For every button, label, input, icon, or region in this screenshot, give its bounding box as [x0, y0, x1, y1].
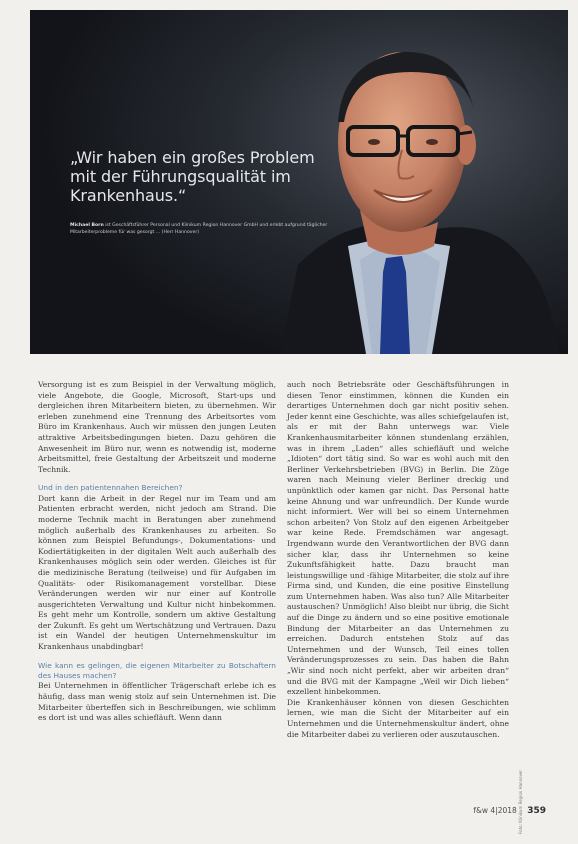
interview-question: Wie kann es gelingen, die eigenen Mitarbeiter zu Botschaftern des Hauses machen? — [38, 660, 276, 681]
photo-credit: Foto: Klinikum Region Hannover — [518, 769, 523, 834]
left-column — [38, 380, 276, 724]
page-number: 359 — [527, 806, 546, 816]
header-photo — [30, 10, 568, 354]
page-footer — [473, 806, 546, 816]
paragraph: Versorgung ist es zum Beispiel in der Verwaltung möglich, viele Angebote, die Google, Microsoft, Start-ups und dergleichen ihren Mitarbeitern bieten, zu übernehmen. Wir erleben zunehmend eine Trennung des Arbeitsortes vom Büro im Krankenhaus. Auch wir müssen den jungen Leuten attraktive Arbeitsbedingungen bieten. Dazu gehören die Anwesenheit im Büro nur, wenn es notwendig ist, moderne Arbeitsmittel, freie Gestaltung der Arbeitszeit und moderne Technik. — [38, 380, 276, 474]
caption-name: Michael Born — [70, 223, 104, 228]
paragraph: Dort kann die Arbeit in der Regel nur im Team und am Patienten erbracht werden, nicht jedoch am Strand. Die moderne Technik macht in Beratungen aber zunehmend möglich außerhalb des Krankenhauses zu arbeiten. So können zum Beispiel Befundungs-, Dokumentations- und Kodiertätigkeiten in der digitalen Welt auch außerhalb des Krankenhauses möglich sein oder werden. Gleiches ist für die medizinische Beratung (teilweise) und für Aufgaben im Qualitäts- oder Risikomanagement vorstellbar. Diese Veränderungen werden wir nur einer auf Kontrolle ausgerichteten Verwaltung und Kultur nicht hinbekommen. Es geht mehr um Kontrolle, sondern um aktive Gestaltung der Zukunft. Es geht um Wertschätzung und Vertrauen. Dazu ist ein Wandel der heutigen Unternehmenskultur im Krankenhaus unabdingbar! — [38, 493, 276, 652]
pull-quote: „Wir haben ein großes Problem mit der Führungsqualität im Krankenhaus.“ — [70, 148, 315, 205]
interview-question: Und in den patientennahen Bereichen? — [38, 483, 183, 493]
magazine-name: f&w 4|2018 — [473, 806, 517, 815]
caption-text: ist Geschäftsführer Personal und Klinikum Region Hannover GmbH und erlebt aufgrund täglicher Mitarbeiterprobleme für was gesorgt ... (Herr Hannover) — [70, 223, 328, 235]
paragraph: Die Krankenhäuser können von diesen Geschichten lernen, wie man die Sicht der Mitarbeiter auf ein Unternehmen und die Unternehmenskultur ändert, ohne die Mitarbeiter dabei zu verlieren oder auszutauschen. — [287, 697, 509, 739]
paragraph: Bei Unternehmen in öffentlicher Trägerschaft erlebe ich es häufig, dass man wenig stolz auf sein Unternehmen ist. Die Mitarbeiter überteffen sich in Beschreibungen, wie schlimm es dort ist und was alles schiefläuft. Wenn dann — [38, 681, 276, 723]
photo-caption — [70, 222, 340, 236]
right-column — [287, 380, 509, 740]
paragraph: auch noch Betriebsräte oder Geschäftsführungen in diesen Tenor einstimmen, können die Kunden ein derartiges Unternehmen doch gar nicht positiv sehen. Jeder kennt eine Geschichte, was alles schiefgelaufen ist, als er mit der Bahn unterwegs war. Viele Krankenhausmitarbeiter können stundenlang erzählen, was in ihrem „Laden“ alles schiefläuft und welche „Idioten“ dort tätig sind. So war es wohl auch mit den Berliner Verkehrsbetrieben (BVG) in Berlin. Die Züge waren nach Meinung vieler Berliner dreckig und unpünktlich oder kamen gar nicht. Das Personal hatte keine Ahnung und war unfreundlich. Der Kunde wurde nicht informiert. Wer will bei so einem Unternehmen schon arbeiten? Von Stolz auf den eigenen Arbeitgeber war keine Rede. Fremdschämen war angesagt. Irgendwann wurde den Verantwortlichen der BVG dann sicher klar, dass ihr Unternehmen so keine Zukunftsfähigkeit hatte. Dazu braucht man leistungswillige und -fähige Mitarbeiter, die stolz auf ihre Firma sind, und Kunden, die eine positive Einstellung zum Unternehmen haben. Was also tun? Alle Mitarbeiter austauschen? Unmöglich! Also bleibt nur übrig, die Sicht auf die Dinge zu ändern und so eine positive emotionale Bindung der Mitarbeiter an das Unternehmen zu erreichen. Dadurch entstehen Stolz auf das Unternehmen und der Wunsch, Teil eines tollen Veränderungsprozesses zu sein. Das haben die Bahn „Wir sind noch nicht perfekt, aber wir arbeiten dran“ und die BVG mit der Kampagne „Weil wir Dich lieben“ exzellent hinbekommen. — [287, 380, 509, 697]
